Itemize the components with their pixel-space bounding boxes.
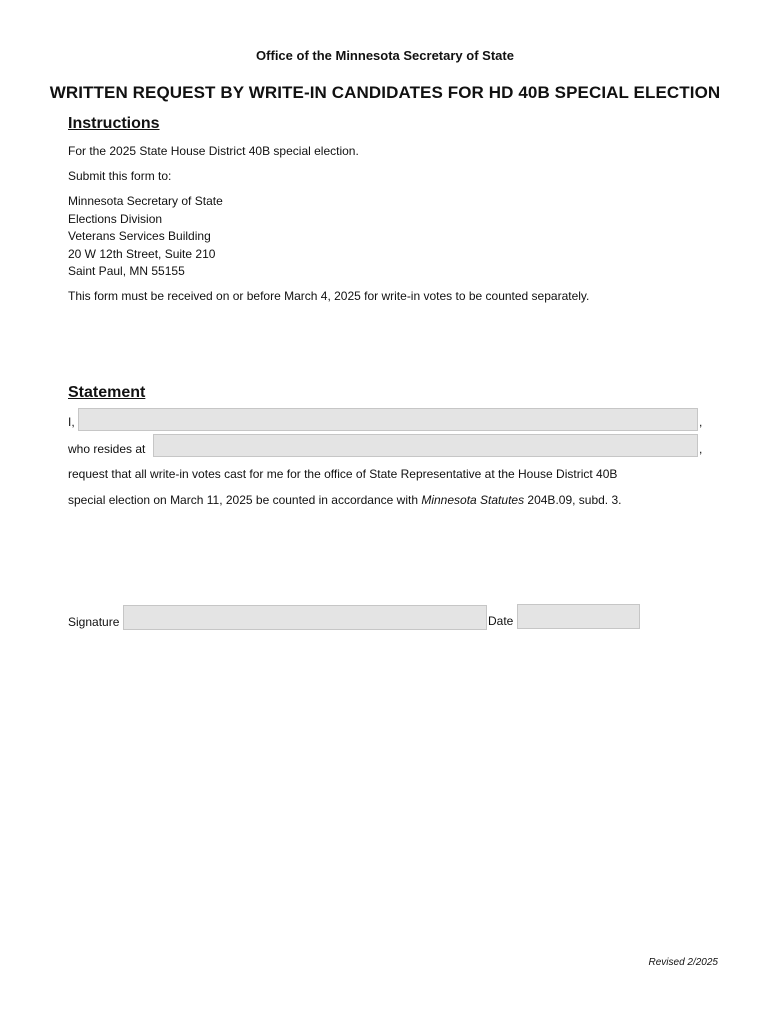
revision-note: Revised 2/2025 xyxy=(648,957,718,968)
statement-line-1: request that all write-in votes cast for me for the office of State Representative at the House District 40B xyxy=(68,467,618,481)
submit-to-text: Submit this form to: xyxy=(68,169,172,183)
instructions-intro: For the 2025 State House District 40B special election. xyxy=(68,144,359,158)
name-comma: , xyxy=(699,415,703,429)
signature-label: Signature xyxy=(68,615,120,629)
instructions-heading: Instructions xyxy=(68,115,160,132)
candidate-name-field[interactable] xyxy=(78,408,698,431)
statement-line-2 xyxy=(68,493,621,507)
address-line: 20 W 12th Street, Suite 210 xyxy=(68,246,216,261)
deadline-text: This form must be received on or before March 4, 2025 for write-in votes to be counted separately. xyxy=(68,289,590,303)
address-line: Minnesota Secretary of State xyxy=(68,194,223,208)
address-line: Saint Paul, MN 55155 xyxy=(68,264,185,278)
date-field[interactable] xyxy=(517,604,640,629)
office-header: Office of the Minnesota Secretary of State xyxy=(256,48,514,63)
residence-address-field[interactable] xyxy=(153,434,698,457)
address-comma: , xyxy=(699,442,703,456)
signature-field[interactable] xyxy=(123,605,487,630)
statement-line-2-prefix: special election on March 11, 2025 be counted in accordance with xyxy=(68,493,422,507)
statement-heading: Statement xyxy=(68,384,146,401)
address-line: Veterans Services Building xyxy=(68,229,211,243)
statute-name: Minnesota Statutes xyxy=(421,493,525,507)
form-title: WRITTEN REQUEST BY WRITE-IN CANDIDATES FOR HD 40B SPECIAL ELECTION xyxy=(49,83,721,102)
statement-line-2-suffix: 204B.09, subd. 3. xyxy=(524,493,622,507)
mailing-address xyxy=(68,193,223,281)
address-line: Elections Division xyxy=(68,211,163,226)
resides-label: who resides at xyxy=(68,442,146,456)
name-label: I, xyxy=(68,415,75,429)
date-label: Date xyxy=(488,614,514,628)
